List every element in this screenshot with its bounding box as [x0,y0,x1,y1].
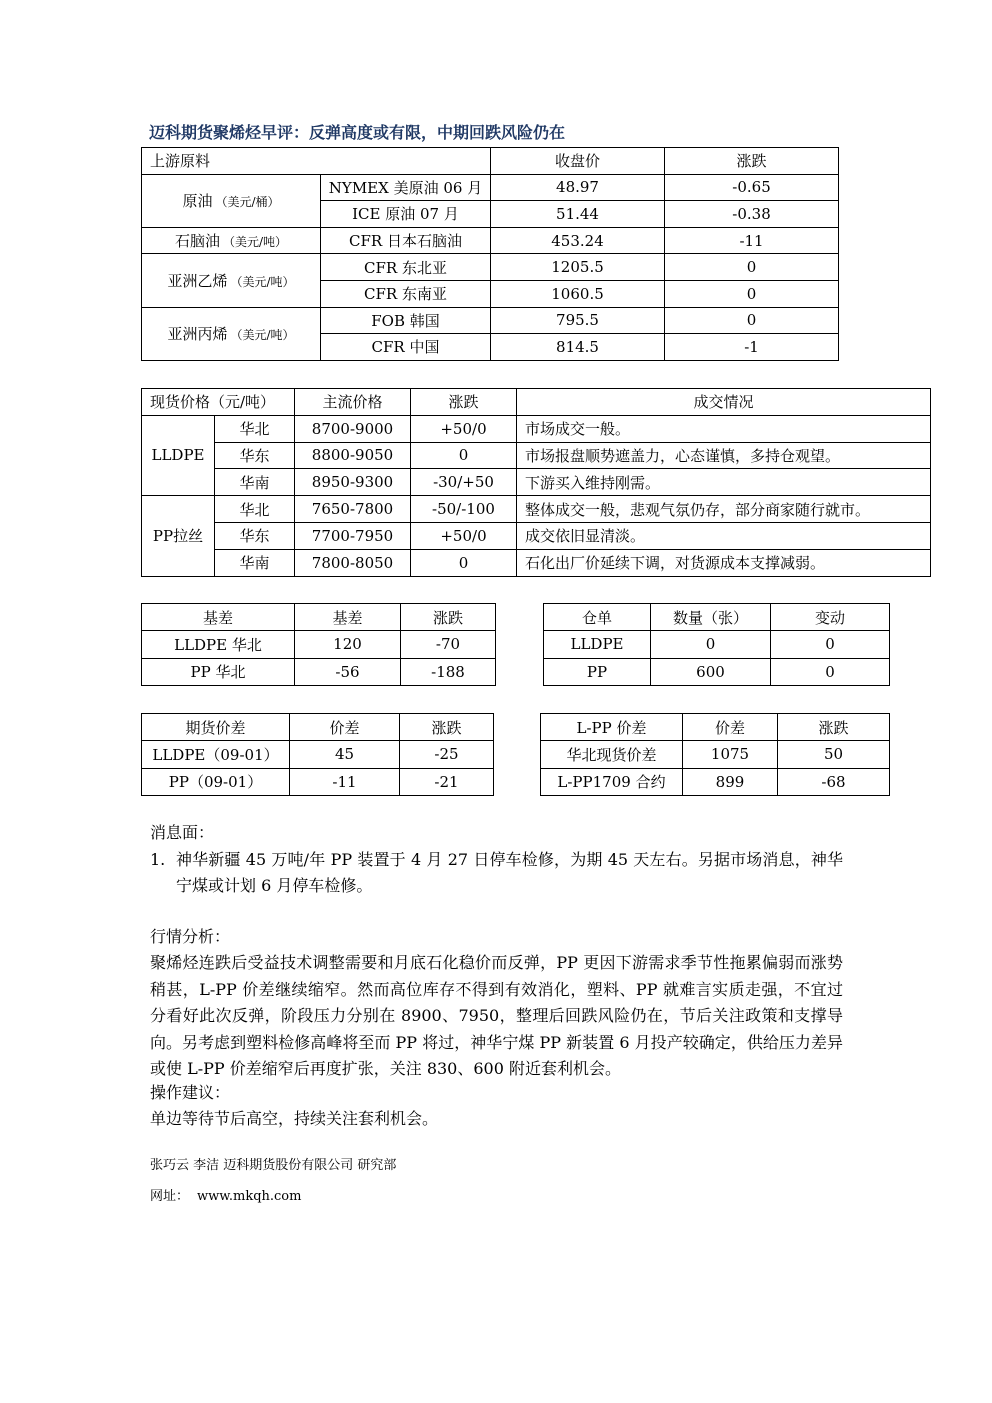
table-row [142,415,931,442]
futures-spread-header-change: 涨跌 [400,714,494,741]
news-item-number: 1. [150,850,166,869]
spot-region: 华南 [215,549,295,576]
upstream-price: 795.5 [491,307,665,334]
spot-header-change: 涨跌 [411,389,517,416]
lpp-spread-header-change: 涨跌 [778,714,890,741]
upstream-group-unit: （美元/吨） [222,235,288,250]
basis-table [141,603,496,686]
footer-website-label: 网址： [150,1189,190,1204]
warehouse-item: LLDPE [544,631,651,658]
upstream-product: FOB 韩国 [321,307,491,334]
spot-header-price: 主流价格 [295,389,411,416]
basis-header-value: 基差 [295,604,401,631]
analysis-heading: 行情分析： [150,927,231,946]
table-row [142,442,931,469]
analysis-text: 聚烯烃连跌后受益技术调整需要和月底石化稳价而反弹，PP 更因下游需求季节性拖累偏弱而涨势稍甚，L-PP 价差继续缩窄。然而高位库存不得到有效消化，塑料、PP 就难言实质走强，不宜过分看好此次反弹，阶段压力分别在 8900、7950，整理后回跌风险仍在，节后关注政策和支撑导向。另考虑到塑料检修高峰将至而 PP 将过，神华宁煤 PP 新装置 6 月投产较确定，供给压力差异或使 L-PP 价差缩窄后再度扩张，关注 830、600 附近套利机会。 [150,953,843,1078]
news-item [150,847,843,899]
upstream-price: 1205.5 [491,254,665,281]
table-row [142,174,839,201]
table-header-row [142,604,496,631]
spot-product: PP拉丝 [142,496,215,576]
upstream-change: -1 [665,334,839,361]
table-row [544,631,890,658]
table-header-row [142,389,931,416]
lpp-spread-item: 华北现货价差 [541,741,683,768]
basis-item: PP 华北 [142,658,295,685]
spot-deal: 石化出厂价延续下调，对货源成本支撑减弱。 [517,549,931,576]
basis-value: -56 [295,658,401,685]
upstream-price: 1060.5 [491,280,665,307]
footer-authors: 张巧云 李洁 迈科期货股份有限公司 研究部 [150,1158,397,1173]
upstream-change: 0 [665,280,839,307]
futures-spread-item: LLDPE（09-01） [142,741,290,768]
futures-spread-item: PP（09-01） [142,768,290,795]
footer-website-line [150,1187,301,1207]
upstream-group-cell [142,307,321,360]
spot-product: LLDPE [142,415,215,495]
upstream-price: 51.44 [491,201,665,228]
basis-header-item: 基差 [142,604,295,631]
table-row [541,768,890,795]
spot-price: 8700-9000 [295,415,411,442]
table-header-row [544,604,890,631]
spot-price: 7650-7800 [295,496,411,523]
upstream-group-unit: （美元/桶） [215,195,280,210]
warehouse-change: 0 [771,658,890,685]
lpp-spread-change: 50 [778,741,890,768]
spot-deal: 市场成交一般。 [517,415,931,442]
table-row [142,631,496,658]
lpp-spread-change: -68 [778,768,890,795]
table-row [142,549,931,576]
upstream-group-name: 亚洲丙烯 [167,325,228,344]
table-row [142,741,494,768]
table-row [142,496,931,523]
upstream-change: -0.38 [665,201,839,228]
table-header-row [142,714,494,741]
table-row [142,307,839,334]
spot-header-deal: 成交情况 [517,389,931,416]
upstream-table [141,147,839,361]
upstream-change: 0 [665,307,839,334]
upstream-header-price: 收盘价 [491,148,665,175]
table-row [142,227,839,254]
upstream-header-category: 上游原料 [142,148,491,175]
spot-deal: 整体成交一般，悲观气氛仍存，部分商家随行就市。 [517,496,931,523]
spot-price: 7700-7950 [295,522,411,549]
futures-spread-table [141,713,494,796]
footer-website: www.mkqh.com [197,1189,302,1204]
upstream-change: 0 [665,254,839,281]
spot-header-category: 现货价格（元/吨） [142,389,295,416]
warehouse-change: 0 [771,631,890,658]
spot-change: +50/0 [411,415,517,442]
upstream-group-name: 原油 [182,192,213,211]
spot-region: 华东 [215,442,295,469]
table-row [142,658,496,685]
futures-spread-header-item: 期货价差 [142,714,290,741]
futures-spread-change: -25 [400,741,494,768]
table-header-row [541,714,890,741]
upstream-group-cell [142,227,321,254]
upstream-product: CFR 日本石脑油 [321,227,491,254]
table-row [544,658,890,685]
warehouse-header-item: 仓单 [544,604,651,631]
futures-spread-value: 45 [290,741,400,768]
warehouse-quantity: 600 [651,658,771,685]
upstream-group-name: 亚洲乙烯 [167,271,228,290]
warehouse-quantity: 0 [651,631,771,658]
table-row [541,741,890,768]
lpp-spread-value: 899 [683,768,778,795]
spot-price: 8800-9050 [295,442,411,469]
basis-change: -188 [401,658,496,685]
table-row [142,254,839,281]
lpp-spread-header-item: L-PP 价差 [541,714,683,741]
lpp-spread-item: L-PP1709 合约 [541,768,683,795]
upstream-price: 48.97 [491,174,665,201]
spot-change: -50/-100 [411,496,517,523]
upstream-group-unit: （美元/吨） [230,328,295,343]
spot-region: 华南 [215,469,295,496]
spot-change: -30/+50 [411,469,517,496]
upstream-product: CFR 东北亚 [321,254,491,281]
advice-text: 单边等待节后高空，持续关注套利机会。 [150,1109,439,1128]
upstream-group-name: 石脑油 [174,232,220,251]
lpp-spread-value: 1075 [683,741,778,768]
upstream-group-unit: （美元/吨） [230,274,295,289]
report-title: 迈科期货聚烯烃早评：反弹高度或有限，中期回跌风险仍在 [149,123,566,142]
upstream-product: ICE 原油 07 月 [321,201,491,228]
spot-region: 华北 [215,496,295,523]
lpp-spread-header-value: 价差 [683,714,778,741]
spot-price-table [141,388,931,577]
spot-price: 7800-8050 [295,549,411,576]
upstream-group-cell [142,174,321,227]
table-row [142,469,931,496]
advice-heading: 操作建议： [150,1083,231,1102]
table-header-row [142,148,839,175]
spot-change: +50/0 [411,522,517,549]
futures-spread-change: -21 [400,768,494,795]
warehouse-item: PP [544,658,651,685]
spot-region: 华北 [215,415,295,442]
spot-price: 8950-9300 [295,469,411,496]
spot-change: 0 [411,549,517,576]
upstream-product: CFR 中国 [321,334,491,361]
news-heading: 消息面： [150,823,215,842]
spot-deal: 市场报盘顺势遮盖力，心态谨慎，多持仓观望。 [517,442,931,469]
upstream-product: NYMEX 美原油 06 月 [321,174,491,201]
upstream-change: -0.65 [665,174,839,201]
spot-region: 华东 [215,522,295,549]
warehouse-header-quantity: 数量（张） [651,604,771,631]
table-row [142,768,494,795]
upstream-header-change: 涨跌 [665,148,839,175]
futures-spread-value: -11 [290,768,400,795]
basis-header-change: 涨跌 [401,604,496,631]
upstream-price: 453.24 [491,227,665,254]
upstream-group-cell [142,254,321,307]
table-row [142,522,931,549]
basis-change: -70 [401,631,496,658]
spot-change: 0 [411,442,517,469]
futures-spread-header-value: 价差 [290,714,400,741]
upstream-price: 814.5 [491,334,665,361]
warehouse-receipt-table [543,603,890,686]
spot-deal: 下游买入维持刚需。 [517,469,931,496]
lpp-spread-table [540,713,890,796]
upstream-product: CFR 东南亚 [321,280,491,307]
basis-item: LLDPE 华北 [142,631,295,658]
basis-value: 120 [295,631,401,658]
warehouse-header-change: 变动 [771,604,890,631]
spot-deal: 成交依旧显清淡。 [517,522,931,549]
news-item-text: 神华新疆 45 万吨/年 PP 装置于 4 月 27 日停车检修，为期 45 天左右。另据市场消息，神华宁煤或计划 6 月停车检修。 [176,850,843,895]
upstream-change: -11 [665,227,839,254]
